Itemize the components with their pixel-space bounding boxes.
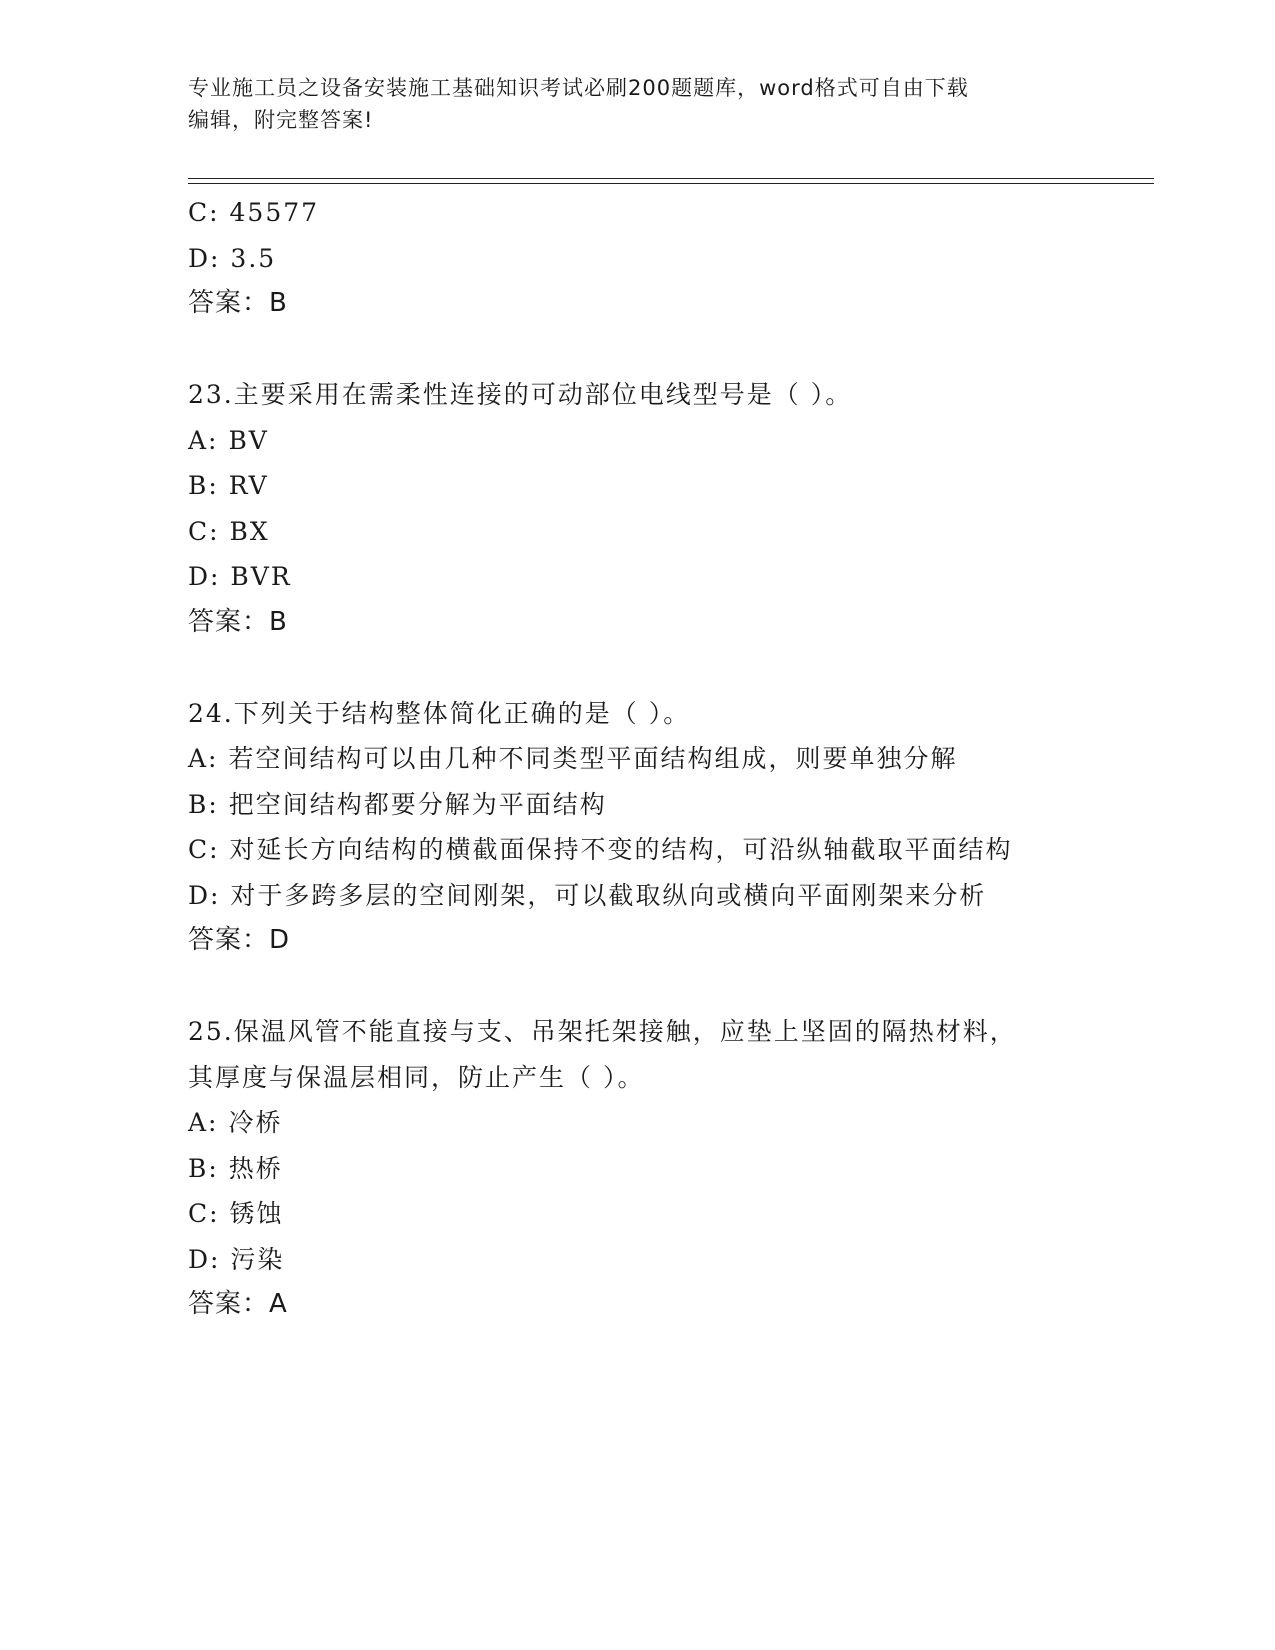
option-a bbox=[188, 736, 1154, 782]
question-stem-line-2: 其厚度与保温层相同，防止产生（ ）。 bbox=[188, 1062, 645, 1092]
question-stem-line-1: 25.保温风管不能直接与支、吊架托架接触，应垫上坚固的隔热材料， bbox=[188, 1017, 1017, 1046]
option-letter: D: bbox=[188, 1244, 221, 1274]
header-title-line-1: 专业施工员之设备安装施工基础知识考试必刷200题题库，word格式可自由下载 bbox=[188, 76, 969, 100]
question-23 bbox=[188, 372, 1154, 645]
option-text: 冷桥 bbox=[228, 1108, 283, 1137]
option-text: 若空间结构可以由几种不同类型平面结构组成，则要单独分解 bbox=[228, 744, 958, 773]
option-text: 锈蚀 bbox=[229, 1199, 284, 1228]
option-a bbox=[188, 418, 1154, 464]
option-text: RV bbox=[228, 471, 269, 500]
option-letter: A: bbox=[188, 425, 219, 455]
option-letter: B: bbox=[188, 789, 219, 819]
option-c bbox=[188, 827, 1154, 873]
option-d bbox=[188, 1237, 1154, 1283]
header-double-rule bbox=[188, 178, 1154, 184]
option-b bbox=[188, 1146, 1154, 1192]
option-text: BVR bbox=[230, 562, 292, 591]
option-letter: D: bbox=[188, 243, 221, 273]
option-letter: C: bbox=[188, 835, 220, 864]
option-d bbox=[188, 873, 1154, 919]
option-letter: C: bbox=[188, 198, 220, 227]
question-25 bbox=[188, 1009, 1154, 1328]
option-letter: D: bbox=[188, 880, 221, 910]
option-b bbox=[188, 463, 1154, 509]
question-22-continuation bbox=[188, 190, 1154, 327]
option-letter: A: bbox=[188, 744, 219, 773]
option-letter: C: bbox=[188, 516, 220, 546]
option-text: 把空间结构都要分解为平面结构 bbox=[228, 789, 607, 819]
option-text: 污染 bbox=[230, 1244, 285, 1274]
option-text: BV bbox=[228, 425, 269, 455]
option-letter: A: bbox=[188, 1108, 219, 1137]
option-letter: B: bbox=[188, 1153, 219, 1183]
answer-line: 答案：D bbox=[188, 925, 291, 955]
option-text: 45577 bbox=[229, 198, 320, 227]
option-c bbox=[188, 509, 1154, 555]
answer-line: 答案：B bbox=[188, 288, 288, 318]
question-24 bbox=[188, 691, 1154, 964]
question-stem: 24.下列关于结构整体简化正确的是（ ）。 bbox=[188, 698, 691, 728]
option-c bbox=[188, 1191, 1154, 1237]
option-letter: D: bbox=[188, 562, 221, 591]
option-text: 对于多跨多层的空间刚架，可以截取纵向或横向平面刚架来分析 bbox=[230, 880, 987, 910]
option-a bbox=[188, 1100, 1154, 1146]
option-b bbox=[188, 782, 1154, 828]
question-content bbox=[188, 190, 1154, 1328]
option-letter: B: bbox=[188, 471, 219, 500]
spacer bbox=[188, 964, 1154, 1010]
option-d bbox=[188, 236, 1154, 282]
option-text: 对延长方向结构的横截面保持不变的结构，可沿纵轴截取平面结构 bbox=[229, 835, 1013, 864]
option-text: 热桥 bbox=[228, 1153, 283, 1183]
document-header bbox=[188, 72, 1088, 136]
header-title-line-2: 编辑，附完整答案! bbox=[188, 108, 374, 132]
option-c bbox=[188, 190, 1154, 236]
question-stem: 23.主要采用在需柔性连接的可动部位电线型号是（ ）。 bbox=[188, 380, 853, 409]
answer-line: 答案：A bbox=[188, 1289, 288, 1319]
spacer bbox=[188, 327, 1154, 373]
answer-line: 答案：B bbox=[188, 606, 288, 637]
option-text: BX bbox=[229, 516, 270, 546]
option-text: 3.5 bbox=[230, 243, 277, 273]
spacer bbox=[188, 645, 1154, 691]
option-letter: C: bbox=[188, 1199, 220, 1228]
option-d bbox=[188, 554, 1154, 600]
